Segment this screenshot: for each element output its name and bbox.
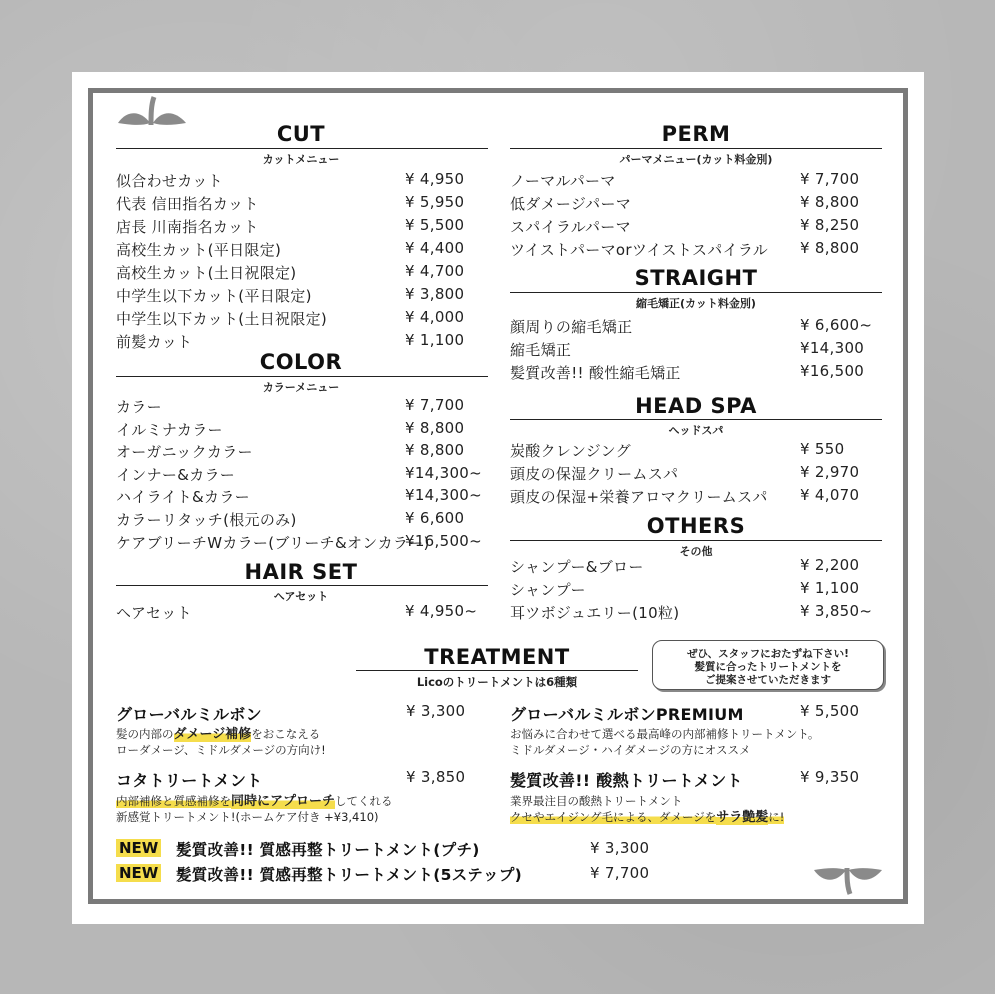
treatment-subtitle: Licoのトリートメントは6種類 [416, 675, 578, 689]
straight-divider [510, 292, 882, 293]
desc-highlight: サラ艶髪 [716, 810, 769, 825]
perm-item-name: 低ダメージパーマ [510, 195, 632, 213]
cut-item-price: ¥ 3,800 [405, 285, 465, 303]
staff-note-bubble [652, 640, 884, 690]
perm-divider [510, 148, 882, 149]
treatment-global-desc-2: ローダメージ、ミドルダメージの方向け! [116, 743, 326, 757]
color-item-name: ケアブリーチWカラー(ブリーチ&オンカラー) [116, 533, 430, 552]
hairset-item-name: ヘアセット [116, 604, 192, 622]
desc-highlight: 内部補修と質感補修を [116, 794, 231, 808]
color-item-price: ¥14,300~ [405, 463, 482, 482]
desc-text: してくれる [335, 794, 393, 808]
perm-item-name: ノーマルパーマ [510, 172, 616, 190]
others-item-price: ¥ 2,200 [800, 556, 860, 574]
perm-item-price: ¥ 8,250 [800, 216, 860, 234]
color-item-price: ¥ 7,700 [405, 396, 465, 414]
treatment-acid-name: 髪質改善!! 酸熱トリートメント [510, 771, 743, 790]
treatment-global-desc-1 [116, 726, 320, 743]
others-item-price: ¥ 3,850~ [800, 602, 873, 620]
perm-item-price: ¥ 8,800 [800, 239, 860, 257]
treatment-kota-name: コタトリートメント [116, 771, 263, 790]
headspa-item-name: 頭皮の保湿+栄養アロマクリームスパ [510, 488, 768, 506]
treatment-acid-price: ¥ 9,350 [800, 768, 860, 786]
treatment-kota-price: ¥ 3,850 [406, 768, 466, 786]
straight-item-price: ¥16,500 [800, 362, 865, 380]
headspa-item-name: 炭酸クレンジング [510, 442, 631, 460]
straight-item-name: 髪質改善!! 酸性縮毛矯正 [510, 364, 681, 382]
treatment-new2-name: 髪質改善!! 質感再整トリートメント(5ステップ) [176, 866, 523, 884]
straight-title: STRAIGHT [634, 266, 758, 290]
hairset-title: HAIR SET [244, 560, 358, 584]
treatment-premium-price: ¥ 5,500 [800, 702, 860, 720]
color-item-price: ¥ 8,800 [405, 418, 465, 437]
cut-item-price: ¥ 4,950 [405, 170, 465, 188]
treatment-acid-desc-1: 業界最注目の酸熱トリートメント [510, 794, 683, 808]
others-item-price: ¥ 1,100 [800, 579, 860, 597]
headspa-item-price: ¥ 2,970 [800, 463, 860, 481]
hairset-subtitle: ヘアセット [273, 590, 329, 603]
treatment-new2-price: ¥ 7,700 [590, 864, 650, 882]
headspa-subtitle: ヘッドスパ [668, 424, 724, 437]
color-item-price: ¥14,300~ [405, 486, 482, 505]
new-badge: NEW [116, 864, 161, 882]
note-line-2: 髪質に合ったトリートメントを [694, 661, 842, 673]
perm-item-name: ツイストパーマorツイストスパイラル [510, 241, 769, 259]
cut-item-price: ¥ 5,500 [405, 216, 465, 234]
new-badge: NEW [116, 839, 161, 857]
cut-subtitle: カットメニュー [262, 153, 340, 166]
desc-highlight: クセやエイジング毛による、ダメージを [510, 810, 717, 824]
treatment-global-name: グローバルミルボン [116, 705, 262, 724]
cut-item-name: 高校生カット(平日限定) [116, 241, 282, 259]
color-item-name: カラーリタッチ(根元のみ) [116, 511, 297, 529]
note-line-3: ご提案させていただきます [705, 674, 831, 686]
treatment-kota-desc-2: 新感覚トリートメント!(ホームケア付き +¥3,410) [116, 810, 379, 824]
desc-highlight: ダメージ補修 [173, 727, 252, 742]
desc-highlight: 同時にアプローチ [231, 794, 336, 809]
cut-item-name: 高校生カット(土日祝限定) [116, 264, 297, 282]
treatment-new1-name: 髪質改善!! 質感再整トリートメント(プチ) [176, 841, 480, 859]
headspa-title: HEAD SPA [635, 394, 757, 418]
color-item-name: インナー&カラー [116, 465, 236, 484]
treatment-premium-name: グローバルミルボンPREMIUM [510, 705, 744, 724]
treatment-kota-desc-1 [116, 793, 393, 810]
cut-item-name: 似合わせカット [116, 172, 223, 190]
cut-item-price: ¥ 5,950 [405, 193, 465, 211]
headspa-divider [510, 419, 882, 420]
treatment-premium-desc-1: お悩みに合わせて選べる最高峰の内部補修トリートメント。 [510, 727, 820, 741]
color-item-name: イルミナカラー [116, 420, 223, 439]
cut-item-name: 前髪カット [116, 333, 193, 351]
color-subtitle: カラーメニュー [262, 381, 340, 394]
cut-title: CUT [276, 122, 326, 146]
cut-item-name: 店長 川南指名カット [116, 218, 259, 236]
cut-item-price: ¥ 4,700 [405, 262, 465, 280]
cut-item-name: 中学生以下カット(平日限定) [116, 287, 312, 305]
headspa-item-name: 頭皮の保湿クリームスパ [510, 465, 679, 483]
others-item-name: 耳ツボジュエリー(10粒) [510, 604, 680, 622]
straight-item-price: ¥ 6,600~ [800, 316, 873, 334]
others-title: OTHERS [646, 514, 746, 538]
others-subtitle: その他 [679, 545, 713, 558]
treatment-divider [356, 670, 638, 671]
others-divider [510, 540, 882, 541]
desc-highlight: に! [768, 810, 785, 824]
perm-title: PERM [661, 122, 731, 146]
treatment-title: TREATMENT [424, 645, 570, 669]
cut-item-price: ¥ 4,400 [405, 239, 465, 257]
treatment-acid-desc-2 [510, 809, 784, 826]
straight-item-name: 縮毛矯正 [510, 341, 572, 359]
hairset-item-price: ¥ 4,950~ [405, 602, 478, 620]
cut-item-price: ¥ 1,100 [405, 331, 465, 349]
color-item-price: ¥ 8,800 [405, 441, 465, 460]
perm-item-price: ¥ 7,700 [800, 170, 860, 188]
desc-text: をおこなえる [251, 727, 321, 741]
headspa-item-price: ¥ 4,070 [800, 486, 860, 504]
color-divider [116, 376, 488, 377]
color-item-price: ¥16,500~ [405, 531, 482, 550]
treatment-global-price: ¥ 3,300 [406, 702, 466, 720]
color-item-price: ¥ 6,600 [405, 509, 465, 527]
color-item-name: オーガニックカラー [116, 443, 253, 462]
perm-item-price: ¥ 8,800 [800, 193, 860, 211]
perm-subtitle: パーマメニュー(カット料金別) [619, 153, 773, 166]
others-item-name: シャンプー [510, 581, 586, 599]
straight-item-price: ¥14,300 [800, 339, 865, 357]
straight-subtitle: 縮毛矯正(カット料金別) [636, 297, 756, 310]
cut-item-name: 代表 信田指名カット [116, 195, 259, 213]
cut-item-name: 中学生以下カット(土日祝限定) [116, 310, 328, 328]
treatment-premium-desc-2: ミドルダメージ・ハイダメージの方にオススメ [510, 743, 751, 757]
hairset-divider [116, 585, 488, 586]
cut-divider [116, 148, 488, 149]
headspa-item-price: ¥ 550 [800, 440, 845, 458]
straight-item-name: 顔周りの縮毛矯正 [510, 318, 633, 336]
color-item-name: カラー [116, 398, 162, 416]
cut-item-price: ¥ 4,000 [405, 308, 465, 326]
treatment-new1-price: ¥ 3,300 [590, 839, 650, 857]
color-item-name: ハイライト&カラー [116, 488, 250, 507]
color-title: COLOR [259, 350, 343, 374]
desc-text: 髪の内部の [116, 727, 174, 741]
perm-item-name: スパイラルパーマ [510, 218, 631, 236]
note-line-1: ぜひ、スタッフにおたずね下さい! [687, 648, 849, 660]
others-item-name: シャンプー&ブロー [510, 558, 644, 576]
sprout-icon-bottom-right [812, 862, 884, 896]
